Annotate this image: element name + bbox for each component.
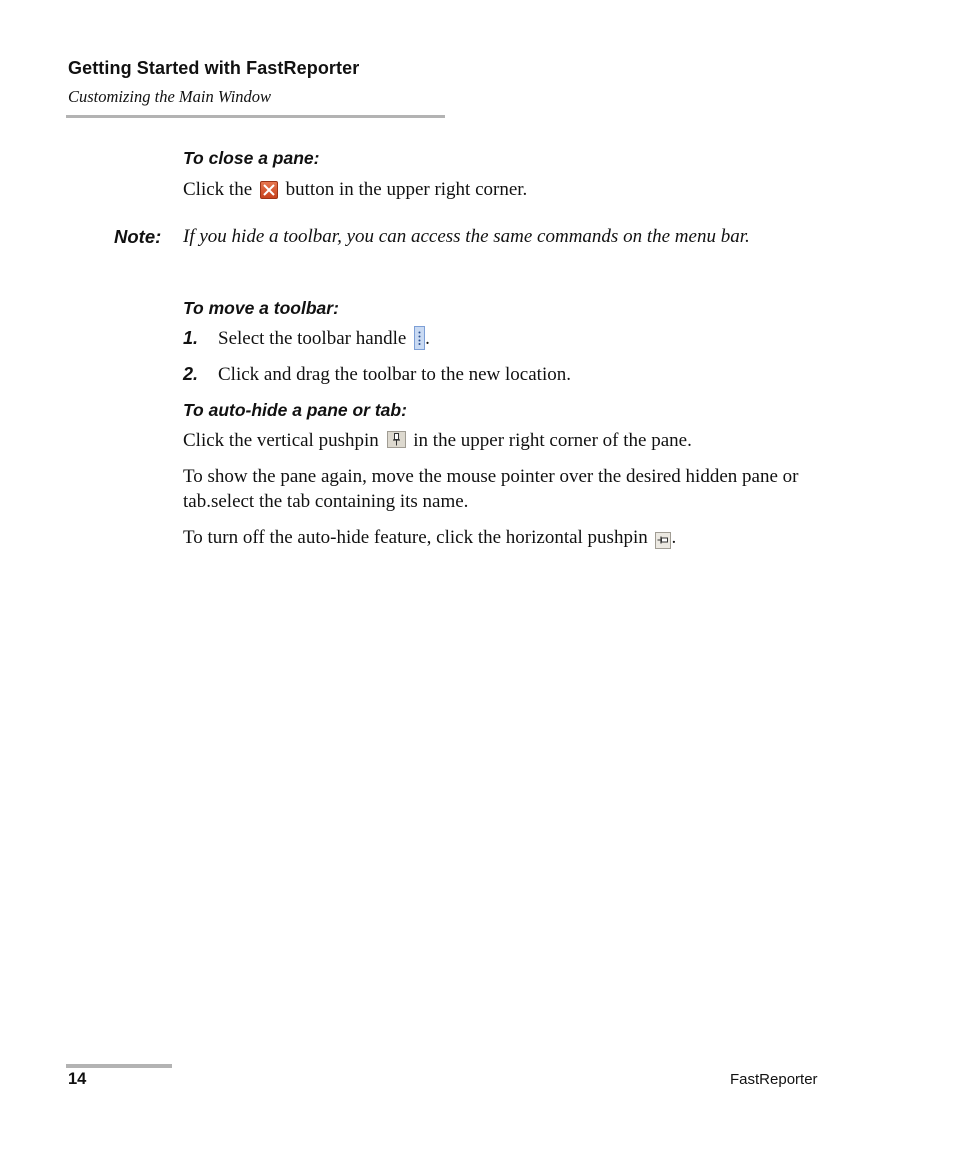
close-pane-heading: To close a pane: [183, 148, 320, 168]
note-label: Note: [114, 226, 162, 247]
page-number: 14 [68, 1070, 87, 1088]
header-divider [66, 115, 445, 118]
close-pane-instruction [183, 177, 527, 202]
chapter-title: Getting Started with FastReporter [68, 58, 360, 78]
step-1-text-after: . [425, 328, 430, 349]
note-text: If you hide a toolbar, you can access the same commands on the menu bar. [183, 226, 750, 247]
move-toolbar-heading: To move a toolbar: [183, 298, 339, 318]
auto-hide-para1-after: in the upper right corner of the pane. [413, 430, 692, 451]
step-number: 1. [183, 328, 199, 348]
step-1-text-before: Select the toolbar handle [218, 328, 407, 349]
section-title: Customizing the Main Window [68, 87, 272, 106]
auto-hide-heading: To auto-hide a pane or tab: [183, 400, 407, 420]
footer-product-name: FastReporter [730, 1071, 818, 1088]
auto-hide-para1-before: Click the vertical pushpin [183, 430, 379, 451]
close-pane-text-after: button in the upper right corner. [285, 179, 528, 200]
step-text: Click and drag the toolbar to the new location. [218, 364, 571, 385]
vertical-pushpin-icon [387, 431, 406, 448]
auto-hide-paragraph [183, 428, 692, 453]
toolbar-handle-icon [414, 326, 425, 350]
auto-hide-para3-after: . [671, 527, 677, 548]
close-button-icon [260, 181, 278, 199]
auto-hide-paragraph [183, 525, 676, 550]
auto-hide-para3-before: To turn off the auto-hide feature, click the horizontal pushpin [183, 527, 648, 548]
footer-divider [66, 1064, 172, 1068]
horizontal-pushpin-icon [655, 532, 671, 549]
close-pane-text-before: Click the [183, 179, 253, 200]
step-text [218, 326, 430, 351]
auto-hide-paragraph: To show the pane again, move the mouse pointer over the desired hidden pane or tab.select the tab containing its name. [183, 466, 799, 512]
step-number: 2. [183, 364, 199, 384]
